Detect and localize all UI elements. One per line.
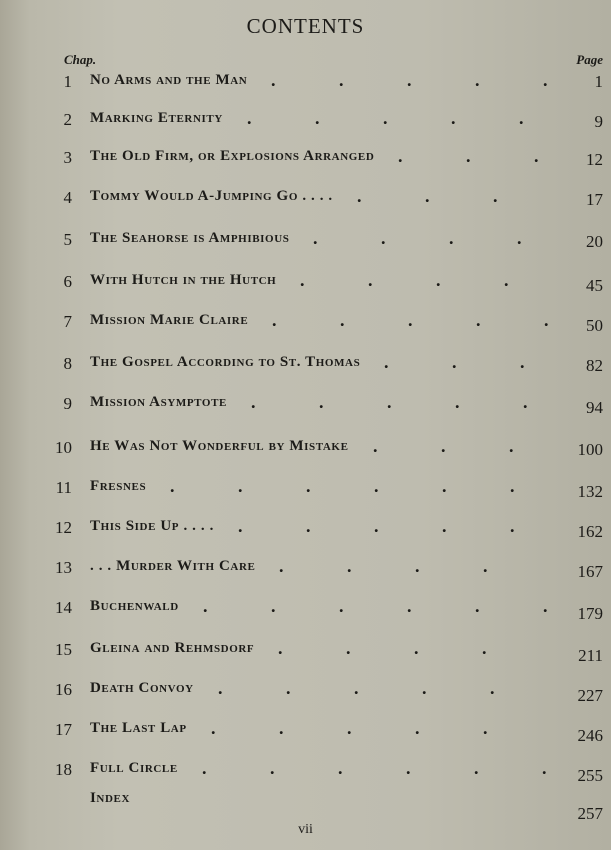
chapter-title: With Hutch in the Hutch — [90, 272, 277, 288]
leader-dot: . — [509, 436, 514, 456]
leader-dot: . — [406, 758, 411, 778]
page-number: 17 — [586, 190, 603, 209]
chapter-number: 18 — [55, 760, 72, 779]
leader-dot: . — [482, 638, 487, 658]
leader-dot: . — [476, 310, 481, 330]
chapter-number: 7 — [63, 312, 72, 331]
leader-dot: . — [534, 146, 539, 166]
page-number: 1 — [594, 72, 603, 91]
leader-dot: . — [441, 436, 446, 456]
leader-dot: . — [398, 146, 403, 166]
leader-dot: . — [306, 476, 311, 496]
leader-dot: . — [313, 228, 318, 248]
chapter-number: 11 — [55, 478, 72, 497]
page-number: 179 — [577, 604, 603, 623]
leader-dot: . — [202, 758, 207, 778]
leader-dot: . — [425, 186, 430, 206]
leader-dot: . — [339, 70, 344, 90]
leader-dot: . — [286, 678, 291, 698]
toc-entry — [0, 720, 611, 750]
leader-dot: . — [306, 516, 311, 536]
page-number: 255 — [577, 766, 603, 785]
chapter-number: 2 — [63, 110, 72, 129]
leader-dot: . — [504, 270, 509, 290]
leader-dot: . — [279, 556, 284, 576]
page-number: 9 — [594, 112, 603, 131]
leader-dot: . — [247, 108, 252, 128]
leader-dot: . — [271, 596, 276, 616]
leader-dot: . — [270, 758, 275, 778]
chapter-number: 6 — [63, 272, 72, 291]
chapter-title: Marking Eternity — [90, 110, 223, 126]
leader-dot: . — [455, 392, 460, 412]
leader-dot: . — [384, 352, 389, 372]
leader-dot: . — [475, 596, 480, 616]
leader-dot: . — [415, 556, 420, 576]
page-number: 246 — [577, 726, 603, 745]
chapter-number: 14 — [55, 598, 72, 617]
leader-dot: . — [543, 70, 548, 90]
page-number: 82 — [586, 356, 603, 375]
leader-dot: . — [279, 718, 284, 738]
leader-dot: . — [238, 476, 243, 496]
leader-dot: . — [483, 718, 488, 738]
toc-entry — [0, 188, 611, 218]
chapter-title: Mission Asymptote — [90, 394, 227, 410]
toc-entry — [0, 312, 611, 342]
leader-dot: . — [272, 310, 277, 330]
page-number: 132 — [577, 482, 603, 501]
leader-dot: . — [442, 476, 447, 496]
leader-dot: . — [408, 310, 413, 330]
leader-dot: . — [346, 638, 351, 658]
leader-dot: . — [315, 108, 320, 128]
toc-entry — [0, 680, 611, 710]
chapter-title: Mission Marie Claire — [90, 312, 249, 328]
leader-dot: . — [493, 186, 498, 206]
leader-dot: . — [387, 392, 392, 412]
chapter-title: The Last Lap — [90, 720, 187, 736]
page-number: 12 — [586, 150, 603, 169]
toc-entry — [0, 72, 611, 102]
page-number: 162 — [577, 522, 603, 541]
toc-entry — [0, 394, 611, 424]
leader-dot: . — [490, 678, 495, 698]
toc-entry — [0, 790, 611, 820]
page-number: 20 — [586, 232, 603, 251]
chapter-title: Death Convoy — [90, 680, 194, 696]
leader-dot: . — [543, 596, 548, 616]
leader-dot: . — [475, 70, 480, 90]
leader-dot: . — [211, 718, 216, 738]
toc-entry — [0, 148, 611, 178]
toc-entry — [0, 640, 611, 670]
chapter-number: 1 — [63, 72, 72, 91]
leader-dot: . — [452, 352, 457, 372]
chapter-number: 13 — [55, 558, 72, 577]
chapter-number: 8 — [63, 354, 72, 373]
leader-dot: . — [436, 270, 441, 290]
leader-dot: . — [442, 516, 447, 536]
page-title: CONTENTS — [246, 14, 365, 38]
chapter-number: 9 — [63, 394, 72, 413]
chapter-title: Full Circle — [90, 760, 178, 776]
chapter-title: Fresnes — [90, 478, 147, 494]
chapter-title: Gleina and Rehmsdorf — [90, 640, 255, 656]
leader-dot: . — [319, 392, 324, 412]
leader-dot: . — [339, 596, 344, 616]
leader-dot: . — [449, 228, 454, 248]
leader-dot: . — [517, 228, 522, 248]
page-number: 94 — [586, 398, 603, 417]
leader-dot: . — [170, 476, 175, 496]
leader-dot: . — [300, 270, 305, 290]
chapter-number: 12 — [55, 518, 72, 537]
leader-dot: . — [374, 476, 379, 496]
leader-dot: . — [373, 436, 378, 456]
leader-dot: . — [542, 758, 547, 778]
leader-dot: . — [203, 596, 208, 616]
leader-dot: . — [474, 758, 479, 778]
page-number: 45 — [586, 276, 603, 295]
leader-dot: . — [271, 70, 276, 90]
toc-entry — [0, 598, 611, 628]
leader-dot: . — [251, 392, 256, 412]
leader-dot: . — [407, 596, 412, 616]
chapter-number: 3 — [63, 148, 72, 167]
leader-dot: . — [347, 556, 352, 576]
chapter-number: 10 — [55, 438, 72, 457]
toc-entry — [0, 760, 611, 790]
leader-dot: . — [414, 638, 419, 658]
toc-entry — [0, 230, 611, 260]
leader-dot: . — [354, 678, 359, 698]
chapter-title: This Side Up . . . . — [90, 518, 214, 534]
leader-dot: . — [383, 108, 388, 128]
leader-dot: . — [523, 392, 528, 412]
toc-entry — [0, 272, 611, 302]
chapter-title: No Arms and the Man — [90, 72, 248, 88]
chapter-title: Buchenwald — [90, 598, 179, 614]
chapter-number: 15 — [55, 640, 72, 659]
leader-dot: . — [368, 270, 373, 290]
chapter-title: The Seahorse is Amphibious — [90, 230, 290, 246]
leader-dot: . — [278, 638, 283, 658]
leader-dot: . — [422, 678, 427, 698]
toc-entry — [0, 478, 611, 508]
toc-entry — [0, 438, 611, 468]
page-number: 100 — [577, 440, 603, 459]
toc-entry — [0, 110, 611, 140]
leader-dot: . — [510, 516, 515, 536]
leader-dot: . — [520, 352, 525, 372]
toc-entry — [0, 354, 611, 384]
chapter-number: 16 — [55, 680, 72, 699]
page-number: 257 — [577, 804, 603, 823]
chapter-number: 4 — [63, 188, 72, 207]
leader-dot: . — [510, 476, 515, 496]
toc-entry — [0, 558, 611, 588]
chapter-title: He Was Not Wonderful by Mistake — [90, 438, 349, 454]
leader-dot: . — [347, 718, 352, 738]
chapter-number: 5 — [63, 230, 72, 249]
page-number: 227 — [577, 686, 603, 705]
leader-dot: . — [519, 108, 524, 128]
leader-dot: . — [374, 516, 379, 536]
chapter-title: . . . Murder With Care — [90, 558, 256, 574]
page-number: 50 — [586, 316, 603, 335]
page-number: 211 — [578, 646, 603, 665]
leader-dot: . — [338, 758, 343, 778]
chapter-column-header: Chap. — [64, 52, 97, 67]
leader-dot: . — [218, 678, 223, 698]
leader-dot: . — [451, 108, 456, 128]
leader-dot: . — [340, 310, 345, 330]
chapter-title: Index — [90, 790, 131, 806]
chapter-number: 17 — [55, 720, 72, 739]
leader-dot: . — [381, 228, 386, 248]
leader-dot: . — [483, 556, 488, 576]
chapter-title: The Gospel According to St. Thomas — [90, 354, 361, 370]
leader-dot: . — [238, 516, 243, 536]
leader-dot: . — [544, 310, 549, 330]
page-column-header: Page — [576, 52, 603, 67]
page-number: 167 — [577, 562, 603, 581]
leader-dot: . — [415, 718, 420, 738]
chapter-title: The Old Firm, or Explosions Arranged — [90, 148, 375, 164]
chapter-title: Tommy Would A-Jumping Go . . . . — [90, 188, 333, 204]
leader-dot: . — [357, 186, 362, 206]
page-folio: vii — [298, 822, 313, 837]
toc-entry — [0, 518, 611, 548]
leader-dot: . — [466, 146, 471, 166]
leader-dot: . — [407, 70, 412, 90]
